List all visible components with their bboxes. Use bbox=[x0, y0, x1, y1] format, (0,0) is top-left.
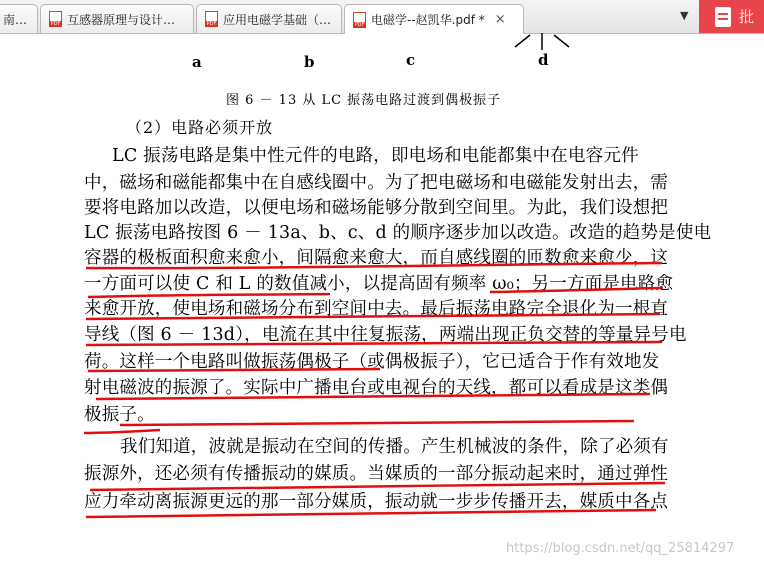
pdf-page bbox=[0, 33, 764, 567]
figure-label-b: b bbox=[304, 53, 315, 71]
pdf-icon: PDF bbox=[49, 11, 62, 27]
underline-mark bbox=[86, 510, 656, 517]
text-line: LC 振荡电路是集中性元件的电路，即电场和电能都集中在电容元件 bbox=[112, 146, 639, 166]
figure-label-a: a bbox=[192, 53, 202, 71]
underline-mark bbox=[120, 421, 634, 425]
annotate-button-label: 批 bbox=[739, 8, 755, 26]
text-line: 我们知道，波就是振动在空间的传播。产生机械波的条件，除了必须有 bbox=[120, 437, 669, 457]
underline-mark bbox=[86, 314, 660, 319]
underline-mark bbox=[90, 483, 665, 490]
text-line: 容器的极板面积愈来愈小，间隔愈来愈大，而自感线圈的匝数愈来愈少，这 bbox=[84, 248, 669, 268]
close-icon[interactable]: × bbox=[494, 12, 506, 27]
text-line: 荷。这样一个电路叫做振荡偶极子（或偶极振子），它已适合于作有效地发 bbox=[84, 352, 660, 372]
underline-mark bbox=[88, 294, 330, 297]
underline-mark bbox=[84, 430, 160, 433]
text-line: LC 振荡电路按图 6 － 13a、b、c、d 的顺序逐步加以改造。改造的趋势是使电 bbox=[84, 223, 712, 243]
underline-mark bbox=[88, 369, 380, 371]
tab-bar bbox=[0, 0, 764, 34]
watermark: https://blog.csdn.net/qq_25814297 bbox=[506, 541, 735, 556]
underline-mark bbox=[86, 263, 662, 268]
text-line: 应力牵动离振源更远的那一部分媒质，振动就一步步传播开去，媒质中各点 bbox=[84, 492, 669, 512]
figure-label-c: c bbox=[406, 51, 416, 69]
figure-label-d: d bbox=[538, 51, 549, 69]
underline-mark bbox=[86, 342, 662, 345]
text-line: 要将电路加以改造，以便电场和磁场能够分散到空间里。为此，我们设想把 bbox=[84, 198, 669, 218]
underline-mark bbox=[96, 394, 650, 399]
tab-label: 电磁学--赵凯华.pdf * bbox=[371, 13, 485, 27]
tab-document-2[interactable] bbox=[40, 4, 194, 33]
underline-mark bbox=[490, 288, 663, 292]
figure-caption: 图 6 － 13 从 LC 振荡电路过渡到偶极振子 bbox=[226, 93, 502, 108]
tab-document-1[interactable] bbox=[0, 4, 38, 33]
text-line: 导线（图 6 － 13d），电流在其中往复振荡，两端出现正负交替的等量异号电 bbox=[84, 325, 687, 345]
text-line: 射电磁波的振源了。实际中广播电台或电视台的天线，都可以看成是这类偶 bbox=[84, 378, 669, 398]
pdf-icon: PDF bbox=[205, 11, 218, 27]
text-line: 中，磁场和磁能都集中在自感线圈中。为了把电磁场和电磁能发射出去，需 bbox=[84, 173, 669, 193]
document-icon bbox=[715, 7, 731, 27]
section-heading: （2）电路必须开放 bbox=[126, 118, 274, 137]
text-line: 极振子。 bbox=[84, 405, 155, 425]
tab-document-active[interactable] bbox=[344, 4, 524, 34]
tab-label: 应用电磁学基础（… bbox=[223, 12, 332, 27]
tab-list-dropdown-icon[interactable]: ▼ bbox=[680, 9, 689, 22]
text-line: 一方面可以使 C 和 L 的数值减小，以提高固有频率 ω₀；另一方面是电路愈 bbox=[84, 274, 674, 294]
tab-label: 互感器原理与设计… bbox=[67, 12, 176, 27]
text-line: 振源外，还必须有传播振动的媒质。当媒质的一部分振动起来时，通过弹性 bbox=[84, 464, 669, 484]
tab-document-3[interactable] bbox=[196, 4, 342, 33]
pdf-icon: PDF bbox=[353, 12, 366, 28]
text-line: 来愈开放，使电场和磁场分布到空间中去。最后振荡电路完全退化为一根直 bbox=[84, 299, 669, 319]
red-pen-underlines bbox=[0, 33, 764, 567]
tab-label: 南… bbox=[3, 12, 28, 27]
annotate-button[interactable] bbox=[699, 0, 764, 33]
